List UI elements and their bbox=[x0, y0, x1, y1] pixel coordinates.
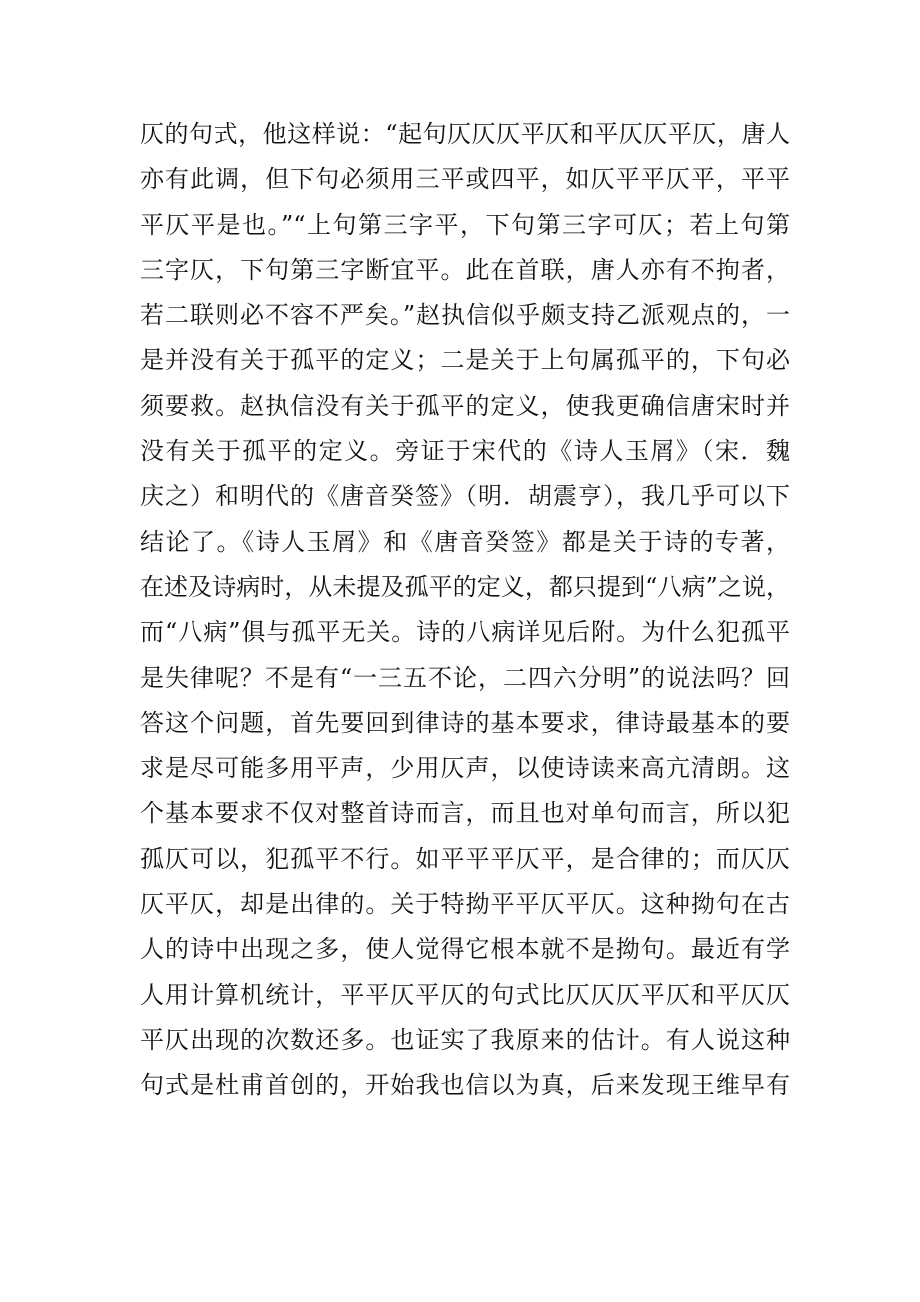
body-paragraph bbox=[140, 112, 790, 1109]
text-line: 须要救。赵执信没有关于孤平的定义，使我更确信唐宋时并 bbox=[140, 391, 790, 420]
text-line: 句式是杜甫首创的，开始我也信以为真，后来发现王维早有 bbox=[140, 1071, 790, 1100]
text-line: 是并没有关于孤平的定义；二是关于上句属孤平的，下句必 bbox=[140, 346, 790, 375]
text-line: 答这个问题，首先要回到律诗的基本要求，律诗最基本的要 bbox=[140, 708, 790, 737]
text-line: 若二联则必不容不严矣。”赵执信似乎颇支持乙派观点的，一 bbox=[140, 301, 790, 330]
text-line: 求是尽可能多用平声，少用仄声，以使诗读来高亢清朗。这 bbox=[140, 754, 790, 783]
text-line: 在述及诗病时，从未提及孤平的定义，都只提到“八病”之说， bbox=[140, 572, 790, 601]
text-line: 没有关于孤平的定义。旁证于宋代的《诗人玉屑》（宋．魏 bbox=[140, 437, 790, 466]
text-line: 结论了。《诗人玉屑》和《唐音癸签》都是关于诗的专著， bbox=[140, 527, 790, 556]
text-line: 庆之）和明代的《唐音癸签》（明．胡震亨），我几乎可以下 bbox=[140, 482, 790, 511]
text-line: 仄平仄，却是出律的。关于特拗平平仄平仄。这种拗句在古 bbox=[140, 890, 790, 919]
text-line: 亦有此调，但下句必须用三平或四平，如仄平平仄平，平平 bbox=[140, 165, 790, 194]
text-line: 是失律呢？不是有“一三五不论，二四六分明”的说法吗？回 bbox=[140, 663, 790, 692]
text-line: 孤仄可以，犯孤平不行。如平平平仄平，是合律的；而仄仄 bbox=[140, 844, 790, 873]
text-line: 平仄出现的次数还多。也证实了我原来的估计。有人说这种 bbox=[140, 1025, 790, 1054]
text-line: 人用计算机统计，平平仄平仄的句式比仄仄仄平仄和平仄仄 bbox=[140, 980, 790, 1009]
text-line: 而“八病”俱与孤平无关。诗的八病详见后附。为什么犯孤平 bbox=[140, 618, 790, 647]
text-line: 平仄平是也。”“上句第三字平，下句第三字可仄；若上句第 bbox=[140, 210, 790, 239]
text-line: 仄的句式，他这样说：“起句仄仄仄平仄和平仄仄平仄，唐人 bbox=[140, 120, 790, 148]
text-line: 人的诗中出现之多，使人觉得它根本就不是拗句。最近有学 bbox=[140, 935, 790, 964]
text-line: 三字仄，下句第三字断宜平。此在首联，唐人亦有不拘者， bbox=[140, 255, 790, 284]
text-line: 个基本要求不仅对整首诗而言，而且也对单句而言，所以犯 bbox=[140, 799, 790, 828]
